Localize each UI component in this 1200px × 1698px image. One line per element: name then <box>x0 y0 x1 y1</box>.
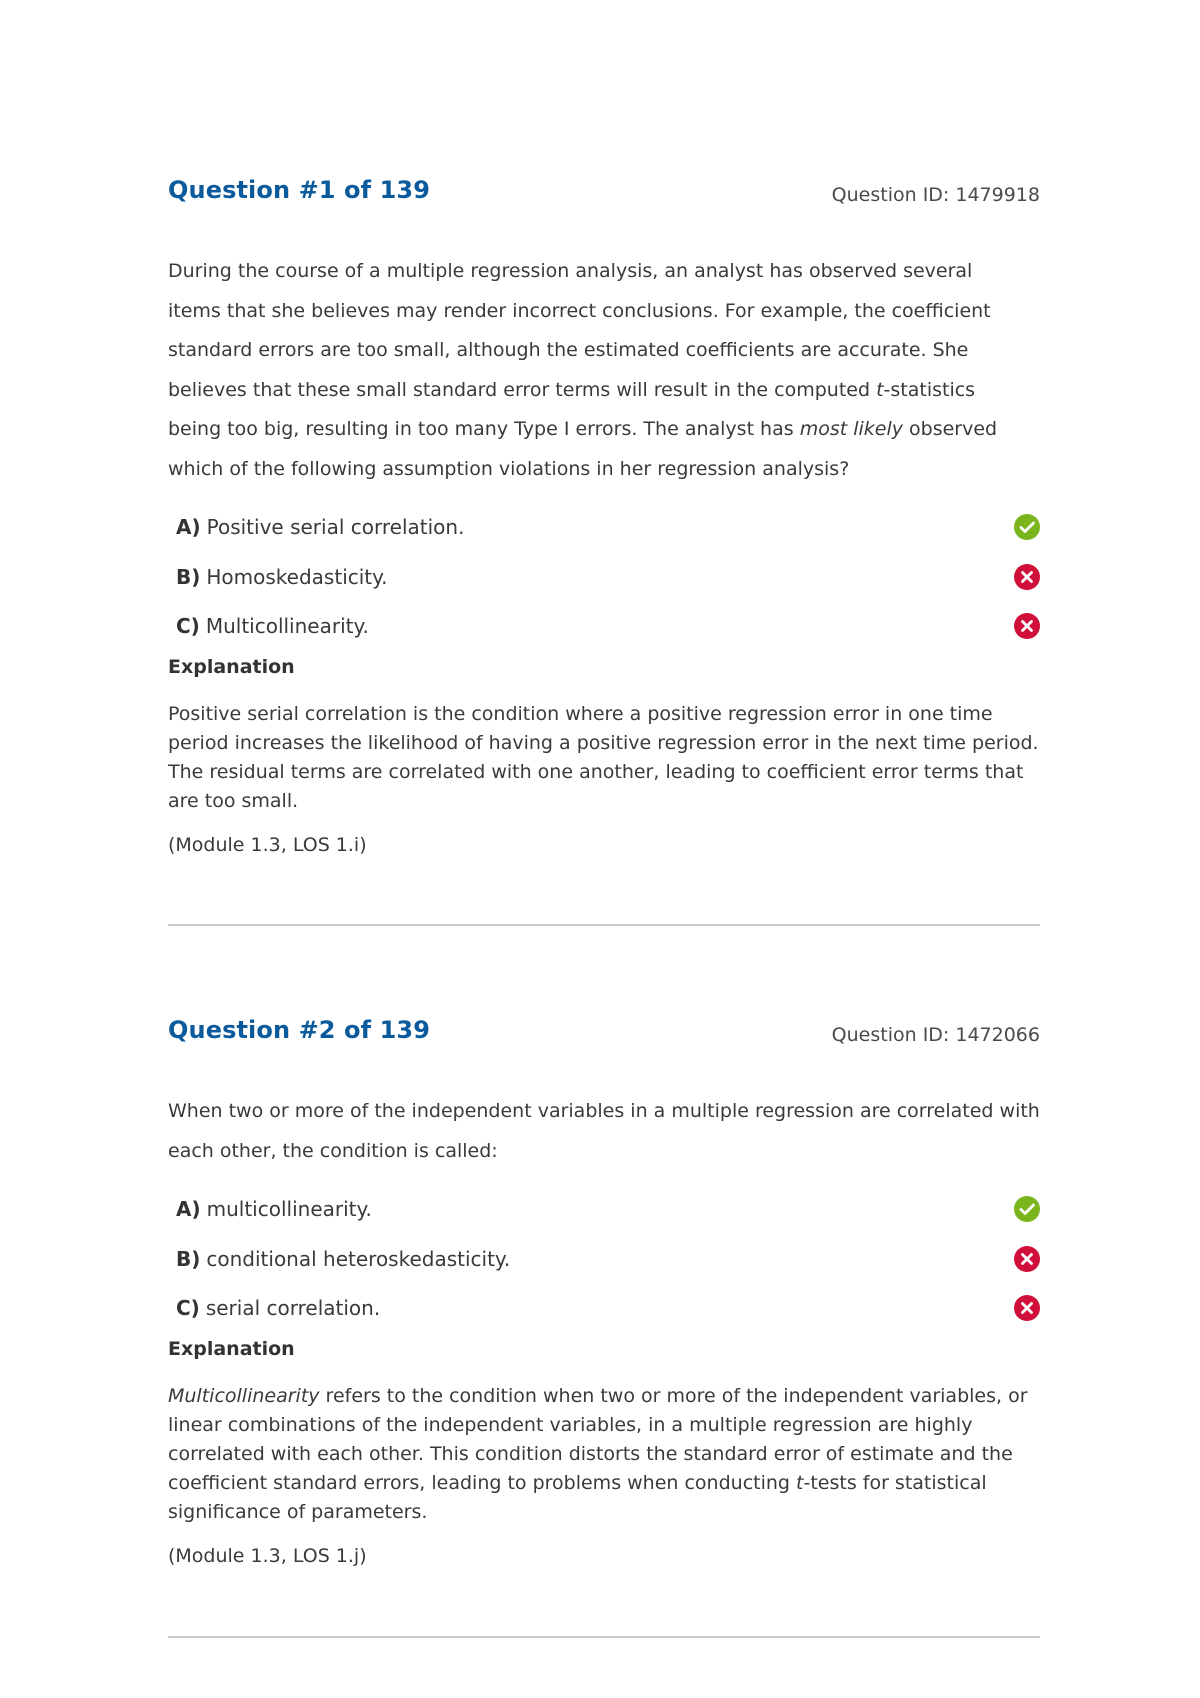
answer-choice-a <box>168 507 1040 557</box>
answer-choice-b <box>168 1239 1040 1289</box>
module-reference: (Module 1.3, LOS 1.j) <box>168 1544 367 1567</box>
choice-letter: C) <box>176 1296 200 1320</box>
check-circle-icon <box>1014 1196 1040 1222</box>
question-id: Question ID: 1472066 <box>831 1024 1040 1046</box>
x-circle-icon <box>1014 564 1040 590</box>
question-text-italic: most likely <box>799 418 903 440</box>
choice-letter: B) <box>176 1246 201 1271</box>
question-title: Question #2 of 139 <box>168 1016 431 1044</box>
choice-text: conditional heteroskedasticity. <box>206 1246 511 1271</box>
question-text <box>168 1092 1040 1171</box>
answer-choice-c <box>168 1288 1040 1338</box>
question-header <box>168 1016 1040 1056</box>
choice-letter: B) <box>176 564 201 589</box>
check-circle-icon <box>1014 514 1040 540</box>
answer-choices <box>168 507 1040 656</box>
question-2 <box>168 1016 1040 1567</box>
section-divider <box>168 924 1040 926</box>
question-1 <box>168 176 1040 856</box>
choice-text: Positive serial correlation. <box>206 515 465 539</box>
answer-choice-b <box>168 557 1040 607</box>
explanation-text-italic: t <box>796 1471 804 1494</box>
explanation-heading: Explanation <box>168 655 295 678</box>
question-text <box>168 252 1028 489</box>
section-divider <box>168 1636 1040 1638</box>
choice-text: Multicollinearity. <box>205 614 369 638</box>
x-circle-icon <box>1014 1295 1040 1321</box>
choice-text: Homoskedasticity. <box>206 564 388 589</box>
x-circle-icon <box>1014 613 1040 639</box>
choice-text: multicollinearity. <box>206 1197 372 1221</box>
explanation-text <box>168 1382 1040 1527</box>
answer-choices <box>168 1189 1040 1338</box>
explanation-text <box>168 700 1040 816</box>
question-text-part: -statistics being too big, resulting in too many Type I errors. The analyst has <box>168 378 976 440</box>
choice-letter: C) <box>176 614 200 638</box>
question-text-part: observed which of the following assumption violations in her regression analysis? <box>168 418 998 480</box>
x-circle-icon <box>1014 1246 1040 1272</box>
explanation-text-part: refers to the condition when two or more of the independent variables, or linear combinations of the independent variables, in a multiple regression are highly correlated with each other. This condition distorts the standard error of estimate and the coefficient standard errors, leading to problems when conducting <box>168 1384 1028 1494</box>
answer-choice-c <box>168 606 1040 656</box>
question-id: Question ID: 1479918 <box>831 184 1040 206</box>
question-title: Question #1 of 139 <box>168 176 431 204</box>
explanation-text-italic: Multicollinearity <box>168 1384 320 1407</box>
question-text-italic: t <box>876 378 884 401</box>
question-text-part: During the course of a multiple regression analysis, an analyst has observed several items that she believes may render incorrect conclusions. For example, the coefficient standard errors are too small, although the estimated coefficients are accurate. She believes that these small standard error terms will result in the computed <box>168 260 991 401</box>
explanation-heading: Explanation <box>168 1337 295 1360</box>
question-header <box>168 176 1040 216</box>
explanation-text-part: -tests for statistical significance of parameters. <box>168 1471 987 1523</box>
choice-text: serial correlation. <box>205 1296 381 1320</box>
answer-choice-a <box>168 1189 1040 1239</box>
question-text-part: When two or more of the independent variables in a multiple regression are correlated with each other, the condition is called: <box>168 1100 1040 1162</box>
explanation-text-part: Positive serial correlation is the condition where a positive regression error in one time period increases the likelihood of having a positive regression error in the next time period. The residual terms are correlated with one another, leading to coefficient error terms that are too small. <box>168 702 1039 812</box>
module-reference: (Module 1.3, LOS 1.i) <box>168 833 367 856</box>
choice-letter: A) <box>176 1197 201 1221</box>
choice-letter: A) <box>176 515 201 539</box>
